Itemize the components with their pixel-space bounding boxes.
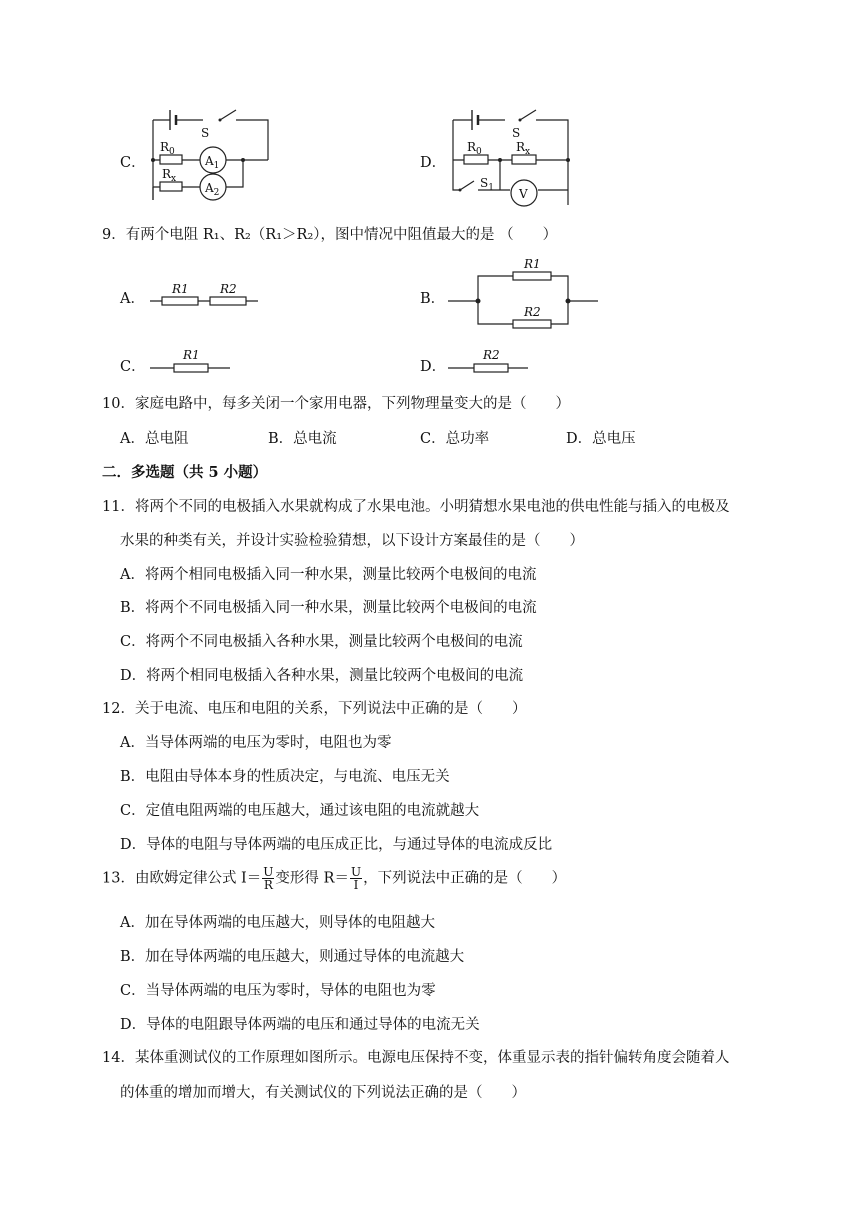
- svg-text:R1: R1: [183, 348, 200, 362]
- q10-stem: 10．家庭电路中，每多关闭一个家用电器，下列物理量变大的是（ ）: [102, 396, 570, 412]
- q12-option-a: A．当导体两端的电压为零时，电阻也为零: [120, 735, 392, 751]
- rx-resistor-icon: [512, 155, 536, 164]
- svg-text:R1: R1: [172, 282, 189, 296]
- formula-u-over-r: $\frac{U}{R}$: [263, 865, 274, 892]
- svg-text:Rx: $R_x$: [516, 140, 531, 157]
- q13-option-b: B．加在导体两端的电压越大，则通过导体的电流越大: [120, 949, 465, 965]
- q10-option-b: B．总电流: [268, 431, 337, 447]
- section-heading: 二．多选题（共 5 小题）: [102, 464, 268, 481]
- q12-option-c: C．定值电阻两端的电压越大，通过该电阻的电流就越大: [120, 803, 480, 819]
- q8-option-d-label: D．: [420, 155, 447, 171]
- q8-circuit-c: [148, 105, 278, 200]
- svg-text:Rx: $R_x$: [162, 167, 177, 184]
- q12-option-d: D．导体的电阻与导体两端的电压成正比，与通过导体的电流成反比: [120, 837, 553, 853]
- q9-option-c-label: C．: [120, 359, 146, 375]
- q13-option-c: C．当导体两端的电压为零时，导体的电阻也为零: [120, 983, 436, 999]
- q9-option-a-label: A．: [120, 291, 145, 307]
- svg-text:V: V: [519, 187, 528, 201]
- q9-option-b-label: B．: [420, 291, 446, 307]
- q9-circuit-d: [448, 345, 528, 375]
- svg-text:A1: $A_1$: [205, 154, 220, 171]
- q8-option-c-label: C．: [120, 155, 146, 171]
- q10-option-d: D．总电压: [566, 431, 636, 447]
- q11-stem-line1: 11．将两个不同的电极插入水果就构成了水果电池。小明猜想水果电池的供电性能与插入的电极及: [102, 499, 730, 515]
- q9-circuit-b: [448, 256, 598, 336]
- q12-option-b: B．电阻由导体本身的性质决定，与电流、电压无关: [120, 769, 450, 785]
- q11-option-d: D．将两个相同电极插入各种水果，测量比较两个电极间的电流: [120, 668, 524, 684]
- svg-text:R0: $R_0$: [160, 140, 175, 157]
- q9-circuit-a: [150, 280, 260, 310]
- q11-option-b: B．将两个不同电极插入同一种水果，测量比较两个电极间的电流: [120, 600, 537, 616]
- q11-option-c: C．将两个不同电极插入各种水果，测量比较两个电极间的电流: [120, 634, 523, 650]
- svg-text:R2: R2: [220, 282, 237, 296]
- q13-option-a: A．加在导体两端的电压越大，则导体的电阻越大: [120, 915, 435, 931]
- formula-u-over-i: $\frac{U}{I}$: [350, 865, 362, 892]
- svg-text:R2: R2: [483, 348, 500, 362]
- q14-stem-line2: 的体重的增加而增大，有关测试仪的下列说法正确的是（ ）: [120, 1085, 526, 1101]
- q9-option-d-label: D．: [420, 359, 447, 375]
- svg-text:A2: $A_2$: [205, 181, 220, 198]
- q10-option-a: A．总电阻: [120, 431, 189, 447]
- q11-stem-line2: 水果的种类有关，并设计实验检验猜想，以下设计方案最佳的是（ ）: [120, 533, 584, 549]
- q11-option-a: A．将两个相同电极插入同一种水果，测量比较两个电极间的电流: [120, 567, 537, 583]
- q9-circuit-c: [150, 345, 230, 375]
- q14-stem-line1: 14．某体重测试仪的工作原理如图所示。电源电压保持不变，体重显示表的指针偏转角度会随着人: [102, 1050, 730, 1066]
- q8-circuit-d: [450, 105, 575, 210]
- svg-text:R2: R2: [524, 305, 541, 319]
- q8c-switch-label: S: [201, 126, 210, 140]
- q10-option-c: C．总功率: [420, 431, 490, 447]
- q13-stem: 13．由欧姆定律公式 I＝ $\frac{U}{R}$ 变形得 R＝ $\frac{U}{I}$ ，下列说法中正确的是（ ）: [102, 865, 567, 892]
- q9-stem: 9．有两个电阻 R₁、R₂（R₁＞R₂），图中情况中阻值最大的是 （ ）: [102, 227, 558, 243]
- q13-option-d: D．导体的电阻跟导体两端的电压和通过导体的电流无关: [120, 1017, 480, 1033]
- svg-text:R0: $R_0$: [467, 140, 482, 157]
- q12-stem: 12．关于电流、电压和电阻的关系，下列说法中正确的是（ ）: [102, 701, 527, 717]
- svg-text:R1: R1: [524, 257, 541, 271]
- svg-text:S1: $S_1$: [480, 176, 494, 193]
- svg-text:S: S: [512, 126, 521, 140]
